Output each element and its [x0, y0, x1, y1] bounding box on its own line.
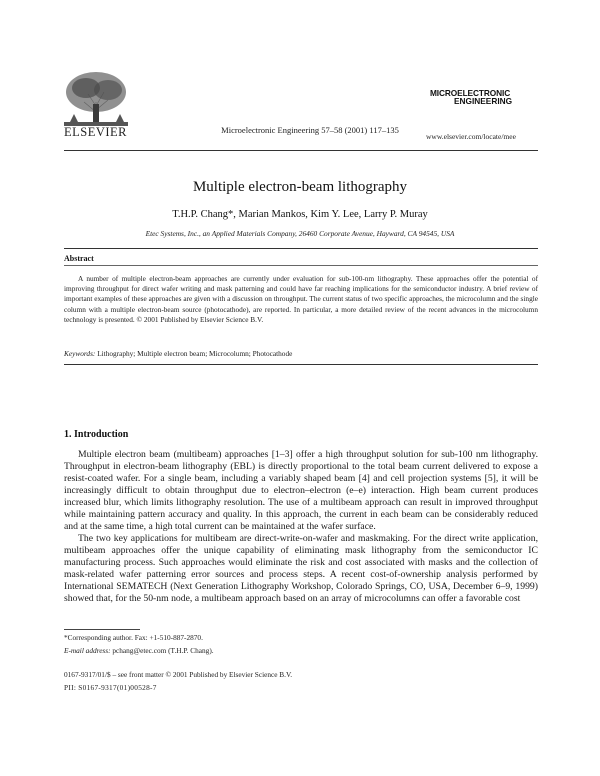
article-authors: T.H.P. Chang*, Marian Mankos, Kim Y. Lee, Larry P. Muray	[172, 209, 428, 220]
section-body	[64, 449, 538, 605]
abstract-heading: Abstract	[64, 254, 94, 263]
title-rule	[64, 248, 538, 249]
keywords	[64, 349, 292, 358]
footnote-rule	[64, 629, 140, 630]
journal-url[interactable]: www.elsevier.com/locate/mee	[426, 132, 516, 141]
issn-line: 0167-9317/01/$ – see front matter © 2001 Published by Elsevier Science B.V.	[64, 670, 293, 679]
journal-citation: Microelectronic Engineering 57–58 (2001) 117–135	[221, 125, 399, 135]
journal-brand-line1: MICROELECTRONIC	[430, 88, 511, 98]
email-note	[64, 646, 214, 655]
body-paragraph: The two key applications for multibeam are direct-write-on-wafer and maskmaking. For the direct write application, multibeam approaches offer the unique capability of eliminating mask lithography from the semiconductor IC manufacturing process. Such approaches would eliminate the risk and cost associated with masks and the collection of mask-related wafer patterning error sources and process steps. A recent cost-of-ownership analysis performed by International SEMATECH (Next Generation Lithography Workshop, Colorado Springs, CO, USA, December 6–9, 1999) showed that, for the 50-nm node, a multibeam approach based on an array of microcolumns can offer a favorable cost	[64, 533, 538, 604]
journal-brand	[430, 89, 535, 105]
journal-brand-line2: ENGINEERING	[454, 96, 513, 106]
pii-line: PII: S0167-9317(01)00528-7	[64, 683, 157, 692]
email-label: E-mail address:	[64, 646, 111, 655]
email-address[interactable]: pchang@etec.com (T.H.P. Chang).	[112, 646, 214, 655]
abstract-rule	[64, 265, 538, 266]
keywords-list: Lithography; Multiple electron beam; Microcolumn; Photocathode	[97, 349, 293, 358]
article-title: Multiple electron-beam lithography	[192, 179, 408, 195]
abstract-text: A number of multiple electron-beam approaches are currently under evaluation for sub-100-nm lithography. These approaches offer the potential of improving throughput for direct wafer writing and mask patterning and could have far reaching implications for the semiconductor industry. A brief review of important examples of these approaches are given with a discussion on throughput. The current status of two specific approaches, the microcolumn and the single column with a multiple electron-beam source (photocathode), are reported. In particular, a more detailed review of the recent advances in the microcolumn technology is presented. © 2001 Published by Elsevier Science B.V.	[64, 274, 538, 324]
author-affiliation: Etec Systems, Inc., an Applied Materials Company, 26460 Corporate Avenue, Hayward, CA 94545, USA	[145, 229, 455, 238]
body-paragraph: Multiple electron beam (multibeam) approaches [1–3] offer a high throughput solution for sub-100 nm lithography. Throughput in electron-beam lithography (EBL) is directly proportional to the total beam current delivered to expose a resist-coated wafer. For a single beam, including a variably shaped beam [4] and cell projection systems [5], it will be increasingly difficult to obtain throughput due to electron–electron (e–e) interaction. High beam current produces increased blur, which limits lithography resolution. The use of a multibeam approach can result in improved throughput while maintaining pattern accuracy and quality. In this approach, the current in each beam can be considerably reduced and at the same time, a high total current can be maintained at the wafer surface.	[64, 449, 538, 532]
header-rule	[64, 150, 538, 151]
corresponding-author-note: *Corresponding author. Fax: +1-510-887-2870.	[64, 633, 203, 642]
keywords-rule	[64, 364, 538, 365]
section-heading: 1. Introduction	[64, 429, 129, 440]
publisher-name: ELSEVIER	[64, 125, 128, 139]
keywords-label: Keywords:	[64, 349, 96, 358]
elsevier-tree-logo	[60, 68, 132, 130]
